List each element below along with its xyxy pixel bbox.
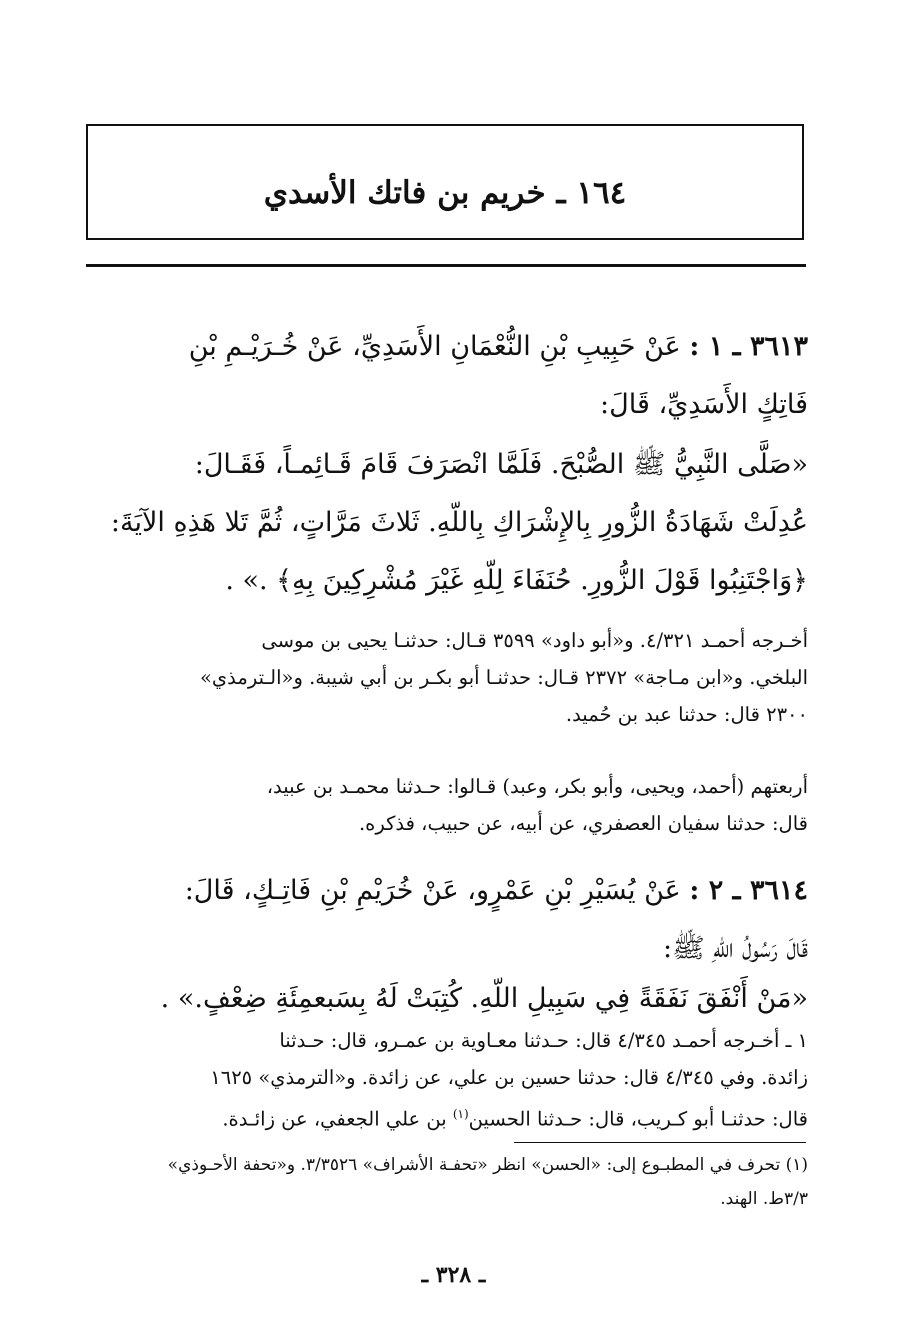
hadith-number: ٣٦١٤ ـ ٢ : bbox=[689, 875, 808, 906]
footnote-marker[interactable]: (١) bbox=[452, 1107, 469, 1121]
hadith-isnad-line: فَاتِكٍ الأَسَدِيِّ، قَالَ: bbox=[600, 389, 808, 420]
hadith-matn-line: «مَنْ أَنْفَقَ نَفَقَةً فِي سَبِيلِ اللّهِ. كُتِبَتْ لَهُ بِسَبعمِئَةِ ضِعْفٍ.» . bbox=[160, 983, 808, 1014]
takhrij-line: ٢٣٠٠ قال: حدثنا عبد بن حُميد. bbox=[565, 703, 808, 726]
takhrij-line: قال: حدثنا سفيان العصفري، عن أبيه، عن حبيب، فذكره. bbox=[358, 812, 808, 835]
takhrij-text: قال: حدثنـا أبو كـريب، قال: حـدثنا الحسين bbox=[468, 1107, 808, 1131]
takhrij-line: أربعتهم (أحمد، ويحيى، وأبو بكر، وعبد) قـالوا: حـدثنا محمـد بن عبيد، bbox=[266, 775, 808, 798]
hadith-matn-line: «صَلَّى النَّبِيُّ ﷺ الصُّبْحَ. فَلَمَّا انْصَرَفَ قَامَ قَـائِمـاً، فَقَـالَ: bbox=[194, 449, 808, 480]
hadith-3613-takhrij-2 bbox=[84, 768, 808, 842]
takhrij-line: أخـرجه أحمـد ٤/٣٢١. و«أبو داود» ٣٥٩٩ قـال: حدثنـا يحيى بن موسى bbox=[261, 629, 808, 652]
page-number: ـ ٣٢٨ ـ bbox=[421, 1262, 486, 1288]
footnote-divider bbox=[514, 1142, 806, 1143]
takhrij-line: زائدة. وفي ٤/٣٤٥ قال: حدثنا حسين بن علي، عن زائدة. و«الترمذي» ١٦٢٥ bbox=[210, 1066, 808, 1089]
hadith-isnad-text: عَنْ حَبِيبِ بْنِ النُّعْمَانِ الأَسَدِيِّ، عَنْ خُـرَيْـمِ بْنِ bbox=[188, 331, 681, 362]
hadith-3613-isnad bbox=[84, 318, 808, 434]
chapter-title: ١٦٤ ـ خريم بن فاتك الأسدي bbox=[263, 175, 627, 211]
hadith-isnad-text: عَنْ يُسَيْرِ بْنِ عَمْرٍو، عَنْ خُرَيْمِ بْنِ فَاتِـكٍ، قَالَ: bbox=[184, 875, 681, 906]
chapter-title-box bbox=[86, 124, 804, 240]
takhrij-line bbox=[84, 1096, 808, 1138]
takhrij-line: ١ ـ أخـرجه أحمـد ٤/٣٤٥ قال: حـدثنا معـاوية بن عمـرو، قال: حـدثنا bbox=[279, 1029, 808, 1052]
takhrij-line: البلخي. و«ابن مـاجة» ٢٣٧٢ قـال: حدثنـا أبو بكـر بن أبي شيبة. و«الـترمذي» bbox=[199, 666, 808, 689]
hadith-isnad-line bbox=[84, 862, 808, 920]
hadith-3613-takhrij-1 bbox=[84, 622, 808, 733]
hadith-3614-takhrij bbox=[84, 1022, 808, 1138]
hadith-matn-line: عُدِلَتْ شَهَادَةُ الزُّورِ بِالإِشْرَاكِ بِاللّهِ. ثَلاثَ مَرَّاتٍ، ثُمَّ تَلا هَذِهِ الآيَةَ: bbox=[110, 507, 808, 538]
footnote-line: ٣/٣ط. الهند. bbox=[720, 1189, 808, 1209]
hadith-isnad-line bbox=[84, 318, 808, 376]
hadith-3613-matn bbox=[84, 436, 808, 610]
header-divider bbox=[86, 264, 806, 267]
hadith-number: ٣٦١٣ ـ ١ : bbox=[689, 331, 808, 362]
hadith-matn-line: ﴿وَاجْتَنِبُوا قَوْلَ الزُّورِ. حُنَفَاءَ لِلّهِ غَيْرَ مُشْرِكِينَ بِهِ﴾ .» . bbox=[225, 565, 808, 596]
hadith-3614-isnad bbox=[84, 862, 808, 978]
hadith-3614-matn bbox=[84, 970, 808, 1028]
footnote-line: (١) تحرف في المطبـوع إلى: «الحسن» انظر «تحفـة الأشراف» ٣/٣٥٢٦. و«تحفة الأحـوذي» bbox=[167, 1155, 808, 1175]
footnote bbox=[84, 1148, 808, 1216]
takhrij-text: بن علي الجعفي، عن زائـدة. bbox=[222, 1107, 453, 1131]
hadith-isnad-line: قَالَ رَسُولُ اللّهِ ﷺ: bbox=[662, 933, 808, 964]
